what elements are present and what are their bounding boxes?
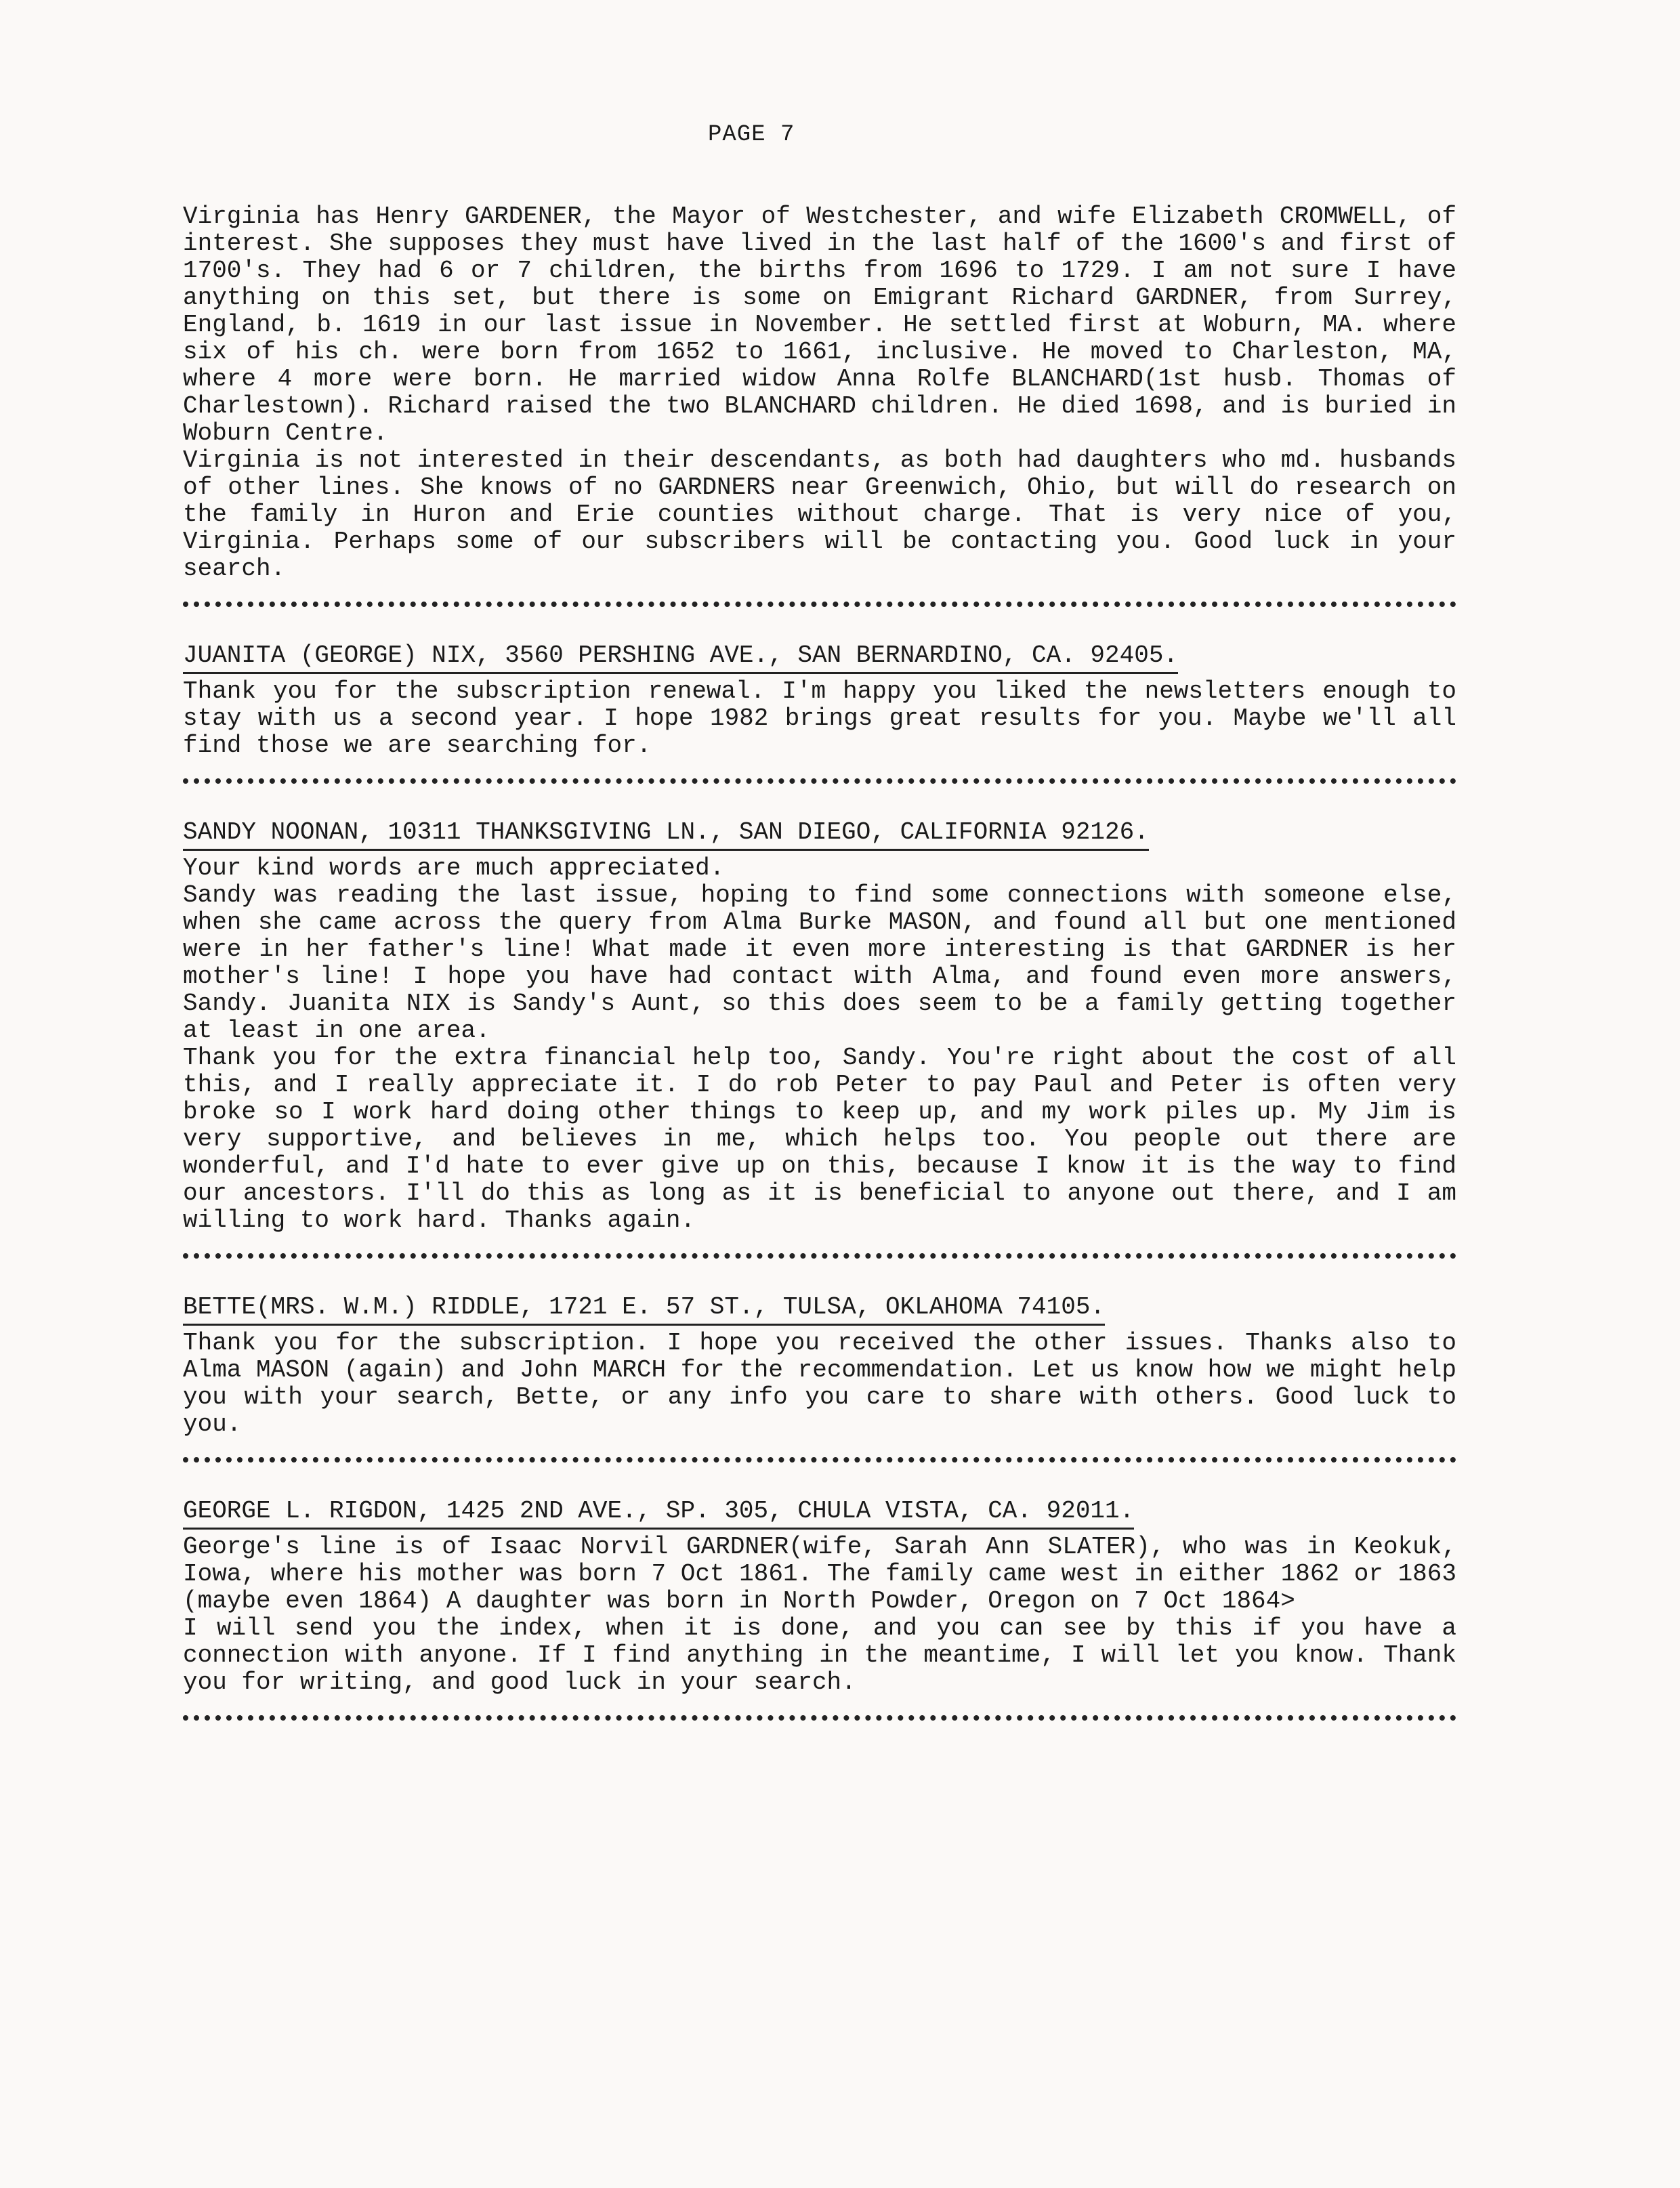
paragraph: Sandy was reading the last issue, hoping to find some connections with someone else, when she came across the query from Alma Burke MASON, and found all but one mentioned were in her father's line! What made it even more interesting is that GARDNER is her mother's line! I hope you have had contact with Alma, and found even more answers, Sandy. Juanita NIX is Sandy's Aunt, so this does seem to be a family getting together at least in one area.: [183, 881, 1456, 1045]
paragraph: Virginia has Henry GARDENER, the Mayor of Westchester, and wife Elizabeth CROMWELL, of interest. She supposes they must have lived in the last half of the 1600's and first of 1700's. They had 6 or 7 children, the births from 1696 to 1729. I am not sure I have anything on this set, but there is some on Emigrant Richard GARDNER, from Surrey, England, b. 1619 in our last issue in November. He settled first at Woburn, MA. where six of his ch. were born from 1652 to 1661, inclusive. He moved to Charleston, MA, where 4 more were born. He married widow Anna Rolfe BLANCHARD(1st husb. Thomas of Charlestown). Richard raised the two BLANCHARD children. He died 1698, and is buried in Woburn Centre.: [183, 203, 1456, 447]
paragraph: I will send you the index, when it is done, and you can see by this if you have a connection with anyone. If I find anything in the meantime, I will let you know. Thank you for writing, and good luck in your search.: [183, 1614, 1456, 1696]
dotted-separator: [183, 769, 1456, 784]
paragraph: Thank you for the subscription renewal. I'm happy you liked the newsletters enough to stay with us a second year. I hope 1982 brings great results for you. Maybe we'll all find those we are searching for.: [183, 677, 1456, 759]
entry-header: BETTE(MRS. W.M.) RIDDLE, 1721 E. 57 ST., TULSA, OKLAHOMA 74105.: [183, 1294, 1105, 1326]
section-juanita-nix: [183, 642, 1456, 784]
newsletter-body: [183, 203, 1456, 1721]
paragraph: Your kind words are much appreciated.: [183, 854, 725, 882]
paragraph: George's line is of Isaac Norvil GARDNER(wife, Sarah Ann SLATER), who was in Keokuk, Iowa, where his mother was born 7 Oct 1861. The family came west in either 1862 or 1863 (maybe even 1864) A daughter was born in North Powder, Oregon on 7 Oct 1864>: [183, 1533, 1456, 1615]
entry-header: GEORGE L. RIGDON, 1425 2ND AVE., SP. 305, CHULA VISTA, CA. 92011.: [183, 1498, 1134, 1530]
dotted-separator: [183, 592, 1456, 607]
entry-header: JUANITA (GEORGE) NIX, 3560 PERSHING AVE., SAN BERNARDINO, CA. 92405.: [183, 642, 1178, 674]
dotted-separator: [183, 1448, 1456, 1463]
entry-header: SANDY NOONAN, 10311 THANKSGIVING LN., SAN DIEGO, CALIFORNIA 92126.: [183, 819, 1149, 851]
dotted-separator: [183, 1706, 1456, 1721]
paragraph: Virginia is not interested in their descendants, as both had daughters who md. husbands of other lines. She knows of no GARDNERS near Greenwich, Ohio, but will do research on the family in Huron and Erie counties without charge. That is very nice of you, Virginia. Perhaps some of our subscribers will be contacting you. Good luck in your search.: [183, 446, 1456, 583]
dotted-separator: [183, 1244, 1456, 1259]
section-george-rigdon: [183, 1498, 1456, 1721]
section-bette-riddle: [183, 1294, 1456, 1463]
section-sandy-noonan: [183, 819, 1456, 1259]
page-number: PAGE 7: [708, 122, 795, 148]
paragraph: Thank you for the extra financial help too, Sandy. You're right about the cost of all this, and I really appreciate it. I do rob Peter to pay Paul and Peter is often very broke so I work hard doing other things to keep up, and my work piles up. My Jim is very supportive, and believes in me, which helps too. You people out there are wonderful, and I'd hate to ever give up on this, because I know it is the way to find our ancestors. I'll do this as long as it is beneficial to anyone out there, and I am willing to work hard. Thanks again.: [183, 1044, 1456, 1234]
section-virginia: [183, 203, 1456, 607]
paragraph: Thank you for the subscription. I hope you received the other issues. Thanks also to Alma MASON (again) and John MARCH for the recommendation. Let us know how we might help you with your search, Bette, or any info you care to share with others. Good luck to you.: [183, 1329, 1456, 1438]
